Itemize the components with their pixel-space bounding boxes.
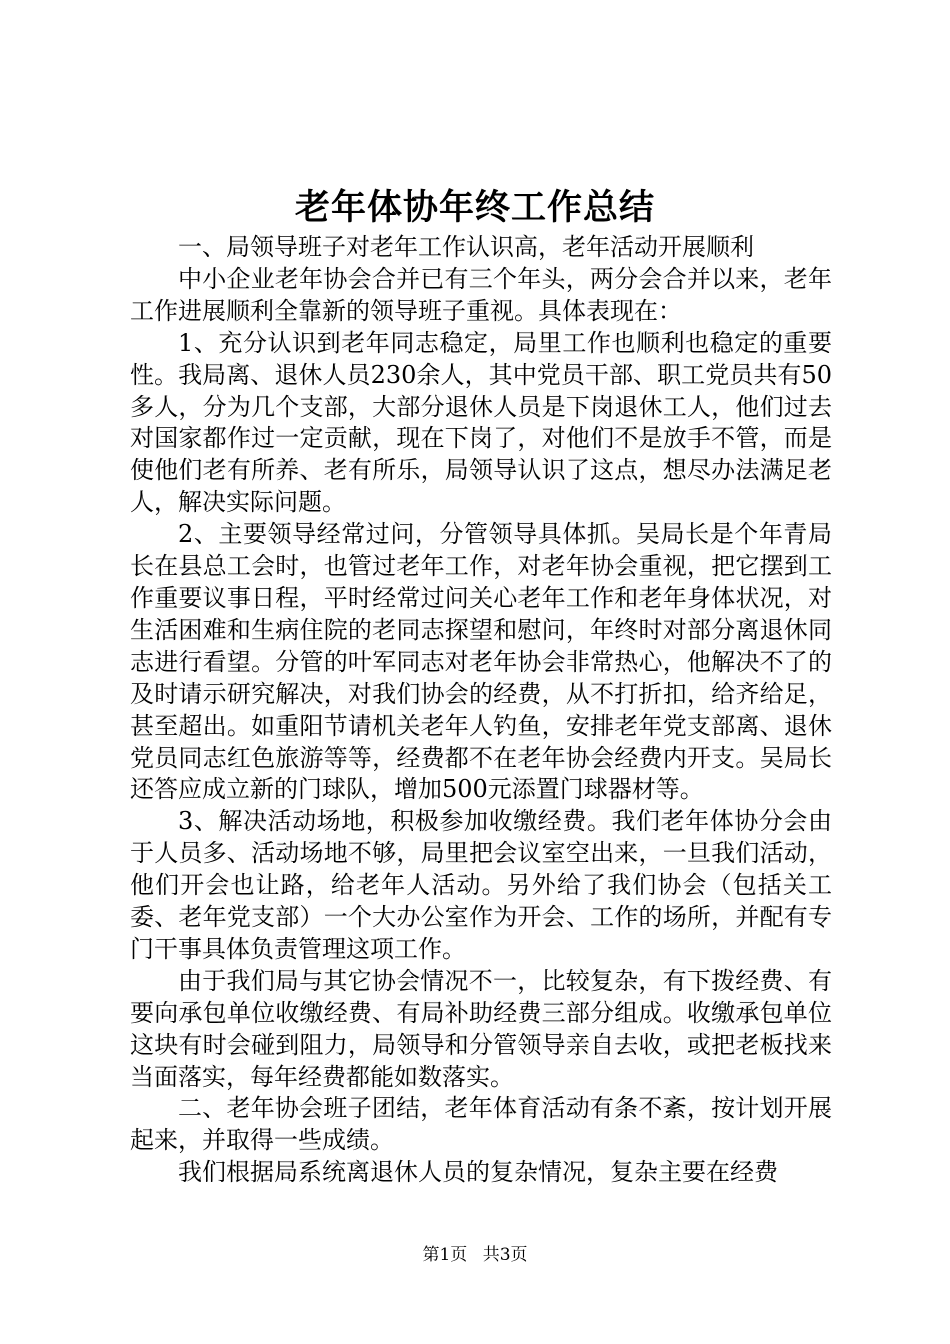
- paragraph-point-1: 1、充分认识到老年同志稳定，局里工作也顺利也稳定的重要性。我局离、退休人员230余人，其中党员干部、职工党员共有50多人，分为几个支部，大部分退休人员是下岗退休工人，他们过去对国家都作过一定贡献，现在下岗了，对他们不是放手不管，而是使他们老有所养、老有所乐，局领导认识了这点，想尽办法满足老人，解决实际问题。: [130, 328, 832, 517]
- page-title: 老年体协年终工作总结: [294, 187, 655, 228]
- page-footer: [0, 1243, 950, 1267]
- page-number: 第1页: [422, 1245, 468, 1265]
- paragraph-point-3: 3、解决活动场地，积极参加收缴经费。我们老年体协分会由于人员多、活动场地不够，局里把会议室空出来，一旦我们活动，他们开会也让路，给老年人活动。另外给了我们协会（包括关工委、老年党支部）一个大办公室作为开会、工作的场所，并配有专门干事具体负责管理这项工作。: [130, 807, 832, 963]
- paragraph-funding: 由于我们局与其它协会情况不一，比较复杂，有下拨经费、有要向承包单位收缴经费、有局补助经费三部分组成。收缴承包单位这块有时会碰到阻力，局领导和分管领导亲自去收，或把老板找来当面落实，每年经费都能如数落实。: [130, 966, 832, 1091]
- document-body: [130, 232, 832, 1189]
- section-heading-1: 一、局领导班子对老年工作认识高，老年活动开展顺利: [178, 233, 754, 261]
- page-total: 共3页: [482, 1245, 528, 1265]
- paragraph-intro: 中小企业老年协会合并已有三个年头，两分会合并以来，老年工作进展顺利全靠新的领导班子重视。具体表现在：: [130, 264, 832, 325]
- paragraph-continued: 我们根据局系统离退休人员的复杂情况，复杂主要在经费: [178, 1158, 778, 1187]
- section-heading-2: 二、老年协会班子团结，老年体育活动有条不紊，按计划开展起来，并取得一些成绩。: [130, 1094, 832, 1155]
- paragraph-point-2: 2、主要领导经常过问，分管领导具体抓。吴局长是个年青局长在县总工会时，也管过老年工作，对老年协会重视，把它摆到工作重要议事日程，平时经常过问关心老年工作和老年身体状况，对生活困难和生病住院的老同志探望和慰问，年终时对部分离退休同志进行看望。分管的叶军同志对老年协会非常热心，他解决不了的及时请示研究解决，对我们协会的经费，从不打折扣，给齐给足，甚至超出。如重阳节请机关老年人钓鱼，安排老年党支部离、退休党员同志红色旅游等等，经费都不在老年协会经费内开支。吴局长还答应成立新的门球队，增加500元添置门球器材等。: [130, 520, 832, 804]
